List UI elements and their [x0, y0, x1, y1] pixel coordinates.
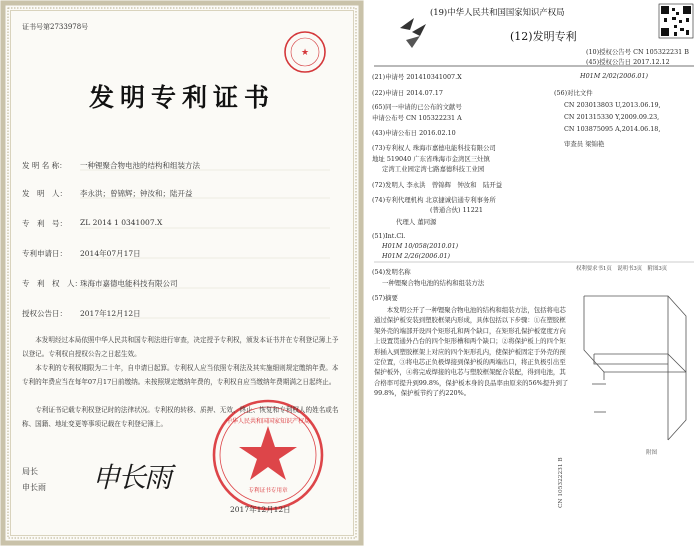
invention-name-label: 发 明 名 称： [22, 161, 67, 170]
invention-title-label: (54)发明名称 [372, 268, 411, 276]
patent-no: ZL 2014 1 0341007.X [80, 218, 163, 227]
inventors-line: (72)发明人 李永洪 曾锦辉 钟汝和 陆开益 [372, 181, 503, 189]
agency-line-2: (普通合伙) 11221 [430, 206, 483, 214]
certificate-number: 证书号第2733978号 [22, 23, 89, 31]
agency-line-1: (74)专利代理机构 北京捷诚信通专利事务所 [372, 196, 496, 204]
application-date: (22)申请日 2014.07.17 [372, 89, 443, 97]
inventors: 李永洪；曾锦辉；钟汝和；陆开益 [80, 189, 193, 198]
svg-text:★: ★ [300, 48, 310, 58]
prior-publication-date: (43)申请公布日 2016.02.10 [372, 129, 456, 137]
certificate-notice-1: 本发明经过本局依照中华人民共和国专利法进行审查，决定授予专利权，颁发本证书并在专利登记簿上予以登记。专利权自授权公告之日起生效。 [22, 336, 339, 358]
certificate-notice-2: 本专利的专利权期限为二十年，自申请日起算。专利权人应当依照专利法及其实施细则规定缴纳年费。本专利的年费应当在每年07月17日前缴纳。未按照规定缴纳年费的，专利权自应当缴纳年费期满之日起终止。 [22, 364, 339, 386]
address-line-2: 定湾工业园定湾七路嘉德科技工业园 [382, 165, 485, 173]
certificate-notice-3: 专利证书记载专利权登记时的法律状况。专利权的转移、质押、无效、终止、恢复和专利权人的姓名或名称、国籍、地址变更等事项记载在专利登记簿上。 [22, 406, 339, 428]
int-cl-1: H01M 10/058(2010.01) [382, 242, 459, 250]
filing-date: 2014年07月17日 [80, 249, 141, 258]
grant-publication-no: (10)授权公告号 CN 105322231 B [586, 48, 689, 56]
invention-title: 一种锂聚合物电池的结构和组装方法 [382, 279, 485, 287]
doc-type: (12)发明专利 [510, 30, 577, 43]
stamp-text: 专利证书专用章 [248, 488, 288, 494]
director-signature: 申长雨 [92, 461, 171, 494]
examiner: 审查员 梁锦艳 [564, 140, 605, 148]
qr-code [659, 4, 693, 38]
int-cl-label: (51)Int.Cl. [372, 232, 406, 240]
abstract-text: 本发明公开了一种锂聚合物电池的结构和组装方法，包括将电芯通过保护板安装到塑胶框架内形成，具体包括以下步骤：①在塑胶框架外壳的端部开设四个矩形孔和两个缺口，在矩形孔保护板宽度方向上设置贯通外凸台的四个矩形槽和两个缺口；②将保护板上的四个矩形插入到塑胶框架上对应的四个矩形孔内，使保护板固定于外壳的预定位置，③将电芯正负极焊接到保护板的两端出口，将正负极引出至保护板外，④将完成焊接的电芯与塑胶框架配合装配，得到电池，其合格率可提升到99.8%，保护板本身的良品率由原来的56%提升到了99.8%，保护板节约了约220%。 [374, 306, 569, 398]
inventor-label: 发 明 人： [22, 189, 67, 198]
address-line-1: 地址 519040 广东省珠海市金湾区三灶镇 [372, 155, 490, 163]
seal-text: 中华人民共和国国家知识产权局 [226, 418, 311, 425]
patentee-label: 专 利 权 人： [22, 279, 82, 288]
grant-date: 2017年12月12日 [80, 309, 141, 318]
int-cl-2: H01M 2/26(2006.01) [382, 252, 451, 260]
references-label: (56)对比文件 [554, 89, 593, 97]
certificate-title: 发明专利证书 [88, 83, 275, 112]
side-publication-code: CN 105322231 B [558, 457, 564, 508]
office-emblem-icon [400, 18, 426, 48]
patent-figure [584, 296, 686, 440]
figure-label: 附图 [646, 450, 658, 456]
reference-3: CN 103875095 A,2014.06.18, [564, 125, 661, 133]
application-no: (21)申请号 201410341007.X [372, 73, 462, 81]
director-name: 申长雨 [22, 483, 46, 492]
reference-2: CN 201315330 Y,2009.09.23, [564, 113, 660, 121]
seal-date: 2017年12月12日 [230, 505, 291, 514]
agent-line: 代理人 董同源 [396, 218, 437, 226]
director-title: 局长 [22, 467, 38, 476]
invention-name: 一种锂聚合物电池的结构和组装方法 [80, 161, 200, 170]
patentee: 珠海市嘉德电能科技有限公司 [80, 279, 178, 288]
filing-date-label: 专利申请日： [22, 249, 67, 258]
small-red-stamp [285, 32, 325, 72]
int-cl-right: H01M 2/02(2006.01) [580, 72, 649, 80]
claims-note: 权利要求书1页 说明书3页 附图3页 [576, 266, 668, 272]
reference-1: CN 203013803 U,2013.06.19, [564, 101, 661, 109]
grant-publication-date: (45)授权公告日 2017.12.12 [586, 58, 670, 66]
prior-publication-no: 申请公布号 CN 105322231 A [372, 114, 462, 122]
patent-publication [368, 0, 700, 546]
prior-publication-label: (65)同一申请的已公布的文献号 [372, 103, 462, 111]
office-name: (19)中华人民共和国国家知识产权局 [430, 7, 565, 17]
abstract-label: (57)摘要 [372, 294, 398, 302]
doc-graphics [368, 0, 700, 546]
patentee-line: (73)专利权人 珠海市嘉德电能科技有限公司 [372, 144, 496, 152]
patent-no-label: 专 利 号： [22, 219, 67, 228]
grant-date-label: 授权公告日： [22, 309, 67, 318]
